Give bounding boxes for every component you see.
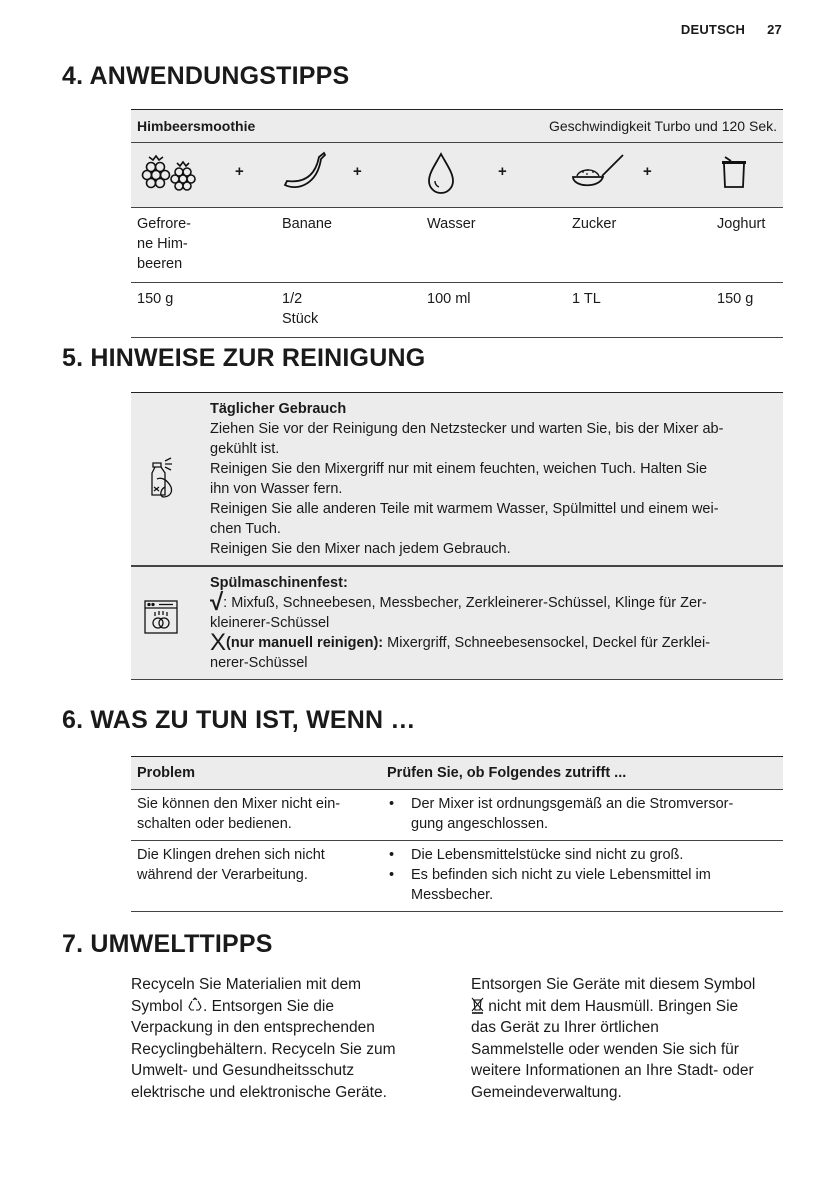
daily-use-line: chen Tuch. [210,521,281,537]
bullet: • [389,796,395,812]
problem-cell: Die Klingen drehen sich nicht während der Verarbeitung. [137,847,325,883]
table-row [131,841,783,912]
speed-info: Geschwindigkeit Turbo und 120 Sek. [548,118,777,134]
plus-sign: + [643,163,652,180]
sugar-spoon-icon [569,151,627,193]
raspberry-icon [139,151,203,191]
ingredient-amounts-row [131,283,783,338]
troubleshooting-table [131,756,783,912]
dishwasher-safe-parts-cont: kleinerer-Schüssel [210,615,330,631]
cleaning-spray-icon [143,457,185,501]
daily-use-line: ihn von Wasser fern. [210,481,343,497]
recycle-icon [187,997,203,1013]
hand-wash-parts-cont: nerer-Schüssel [210,655,308,671]
recipe-table-header [131,109,783,143]
section-5-title: 5. HINWEISE ZUR REINIGUNG [62,344,426,372]
recipe-name: Himbeersmoothie [137,118,256,134]
dishwasher-title: Spülmaschinenfest: [210,575,348,591]
environment-right-text [471,974,791,1103]
col-check: Prüfen Sie, ob Folgendes zutrifft ... [387,765,627,781]
daily-use-line: Reinigen Sie den Mixergriff nur mit einem feuchten, weichen Tuch. Halten Sie [210,461,708,477]
env-left-part1: Recyceln Sie Materialien mit dem Symbol [131,976,362,1015]
section-4-title: 4. ANWENDUNGSTIPPS [62,62,350,90]
daily-use-line: gekühlt ist. [210,441,280,457]
page-header [681,22,782,37]
check-item: Es befinden sich nicht zu viele Lebensmittel im Messbecher. [411,867,711,903]
bullet: • [389,867,395,883]
ingredient-icons-row [131,143,783,208]
page-number: 27 [767,22,782,37]
ingredient-amount: 150 g [137,291,174,307]
col-problem: Problem [137,765,196,781]
crossed-bin-icon [471,997,484,1014]
section-7-title: 7. UMWELTTIPPS [62,930,273,958]
ingredient-amount: 100 ml [427,291,471,307]
recipe-table [131,109,783,338]
environment-left-text [131,974,441,1103]
bullet: • [389,847,395,863]
table-row [131,790,783,841]
check-item: Der Mixer ist ordnungsgemäß an die Stromversor- gung angeschlossen. [411,796,734,832]
plus-sign: + [353,163,362,180]
env-right-part2: nicht mit dem Hausmüll. Bringen Sie das Gerät zu Ihrer örtlichen Sammelstelle oder wenden Sie sich für weitere Informationen an Ihre Stadt- oder Gemeindeverwaltung. [471,997,754,1101]
daily-use-title: Täglicher Gebrauch [210,401,347,417]
dishwasher-block [131,566,783,680]
hand-wash-parts: Mixergriff, Schneebesensockel, Deckel für Zerklei- [383,635,711,651]
ingredient-name: Gefrore- ne Him- beeren [137,216,191,272]
banana-icon [281,151,331,193]
env-left-part2: . Entsorgen Sie die Verpackung in den entsprechenden Recyclingbehältern. Recyceln Sie zum Umwelt- und Gesundheitsschutz elektrische und elektronische Geräte. [131,997,396,1101]
daily-use-line: Reinigen Sie den Mixer nach jedem Gebrauch. [210,541,511,557]
problem-cell: Sie können den Mixer nicht ein- schalten oder bedienen. [137,796,341,832]
check-item: Die Lebensmittelstücke sind nicht zu groß. [411,847,684,863]
ingredient-amount: 150 g [717,291,754,307]
ingredient-amount: 1/2 Stück [282,291,319,327]
troubleshooting-header [131,756,783,790]
ingredient-name: Joghurt [717,216,766,232]
ingredient-name: Wasser [427,216,476,232]
dishwasher-icon [143,599,179,635]
cross-symbol: X [210,629,227,656]
env-right-part1: Entsorgen Sie Geräte mit diesem Symbol [471,976,756,993]
yogurt-cup-icon [719,151,749,195]
ingredient-names-row [131,208,783,283]
ingredient-name: Zucker [572,216,617,232]
daily-use-line: Reinigen Sie alle anderen Teile mit warmem Wasser, Spülmittel und einem wei- [210,501,719,517]
check-symbol: √ [210,589,224,616]
plus-sign: + [498,163,507,180]
section-6-title: 6. WAS ZU TUN IST, WENN … [62,706,416,734]
language-label: DEUTSCH [680,22,746,37]
hand-wash-label: (nur manuell reinigen): [226,635,384,651]
dishwasher-safe-parts: : Mixfuß, Schneebesen, Messbecher, Zerkleinerer-Schüssel, Klinge für Zer- [223,595,707,611]
plus-sign: + [235,163,244,180]
cleaning-table [131,392,783,680]
daily-use-block [131,392,783,566]
water-drop-icon [425,151,457,195]
ingredient-name: Banane [282,216,332,232]
daily-use-line: Ziehen Sie vor der Reinigung den Netzstecker und warten Sie, bis der Mixer ab- [210,421,724,437]
ingredient-amount: 1 TL [572,291,601,307]
